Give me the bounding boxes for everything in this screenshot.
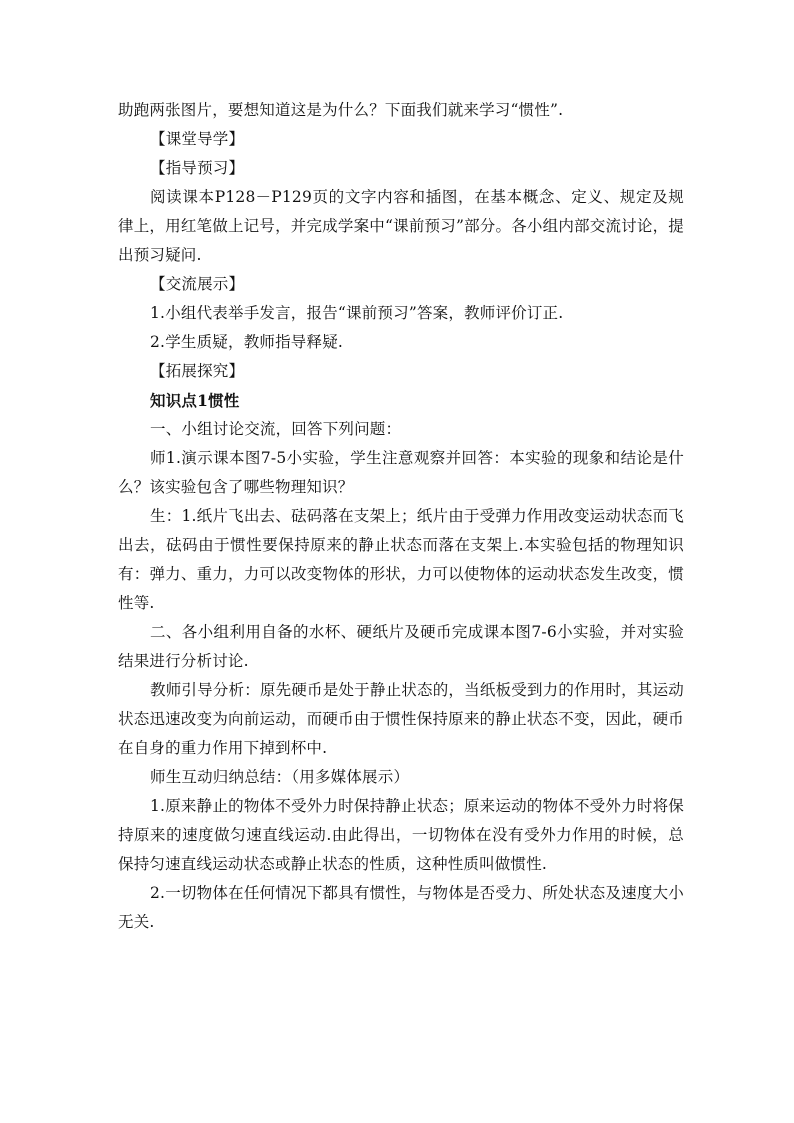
paragraph-teacher-analysis: 教师引导分析：原先硬币是处于静止状态的，当纸板受到力的作用时，其运动状态迅速改变为向前运动，而硬币由于惯性保持原来的静止状态不变，因此，硬币在自身的重力作用下掉到杯中. — [118, 681, 684, 757]
paragraph-student-answer: 生：1.纸片飞出去、砝码落在支架上；纸片由于受弹力作用改变运动状态而飞出去，砝码由于惯性要保持原来的静止状态而落在支架上.本实验包括的物理知识有：弹力、重力，力可以改变物体的形状，力可以使物体的运动状态发生改变，惯性等. — [118, 507, 684, 612]
heading-preview-guide: 【指导预习】 — [150, 159, 245, 177]
paragraph-summary-heading: 师生互动归纳总结：（用多媒体展示） — [150, 768, 410, 786]
document-page — [118, 96, 684, 937]
paragraph-exchange-item-1: 1.小组代表举手发言，报告“课前预习”答案，教师评价订正. — [150, 304, 564, 322]
heading-knowledge-point-inertia: 知识点1惯性 — [150, 391, 240, 410]
paragraph-intro: 助跑两张图片，要想知道这是为什么？下面我们就来学习“惯性”. — [118, 101, 564, 119]
paragraph-teacher-demo: 师1.演示课本图7-5小实验，学生注意观察并回答：本实验的现象和结论是什么？该实验包含了哪些物理知识？ — [118, 449, 684, 496]
paragraph-exchange-item-2: 2.学生质疑，教师指导释疑. — [150, 333, 344, 351]
paragraph-summary-item-2: 2.一切物体在任何情况下都具有惯性，与物体是否受力、所处状态及速度大小无关. — [118, 884, 684, 931]
heading-extended-inquiry: 【拓展探究】 — [150, 362, 245, 380]
paragraph-group-experiment: 二、各小组利用自备的水杯、硬纸片及硬币完成课本图7-6小实验，并对实验结果进行分析讨论. — [118, 623, 684, 670]
heading-classroom-guide: 【课堂导学】 — [150, 130, 245, 148]
paragraph-reading-task: 阅读课本P128－P129页的文字内容和插图，在基本概念、定义、规定及规律上，用红笔做上记号，并完成学案中“课前预习”部分。各小组内部交流讨论，提出预习疑问. — [118, 188, 684, 264]
paragraph-group-discussion: 一、小组讨论交流，回答下列问题： — [150, 420, 402, 438]
paragraph-summary-item-1: 1.原来静止的物体不受外力时保持静止状态；原来运动的物体不受外力时将保持原来的速度做匀速直线运动.由此得出，一切物体在没有受外力作用的时候，总保持匀速直线运动状态或静止状态的性质，这种性质叫做惯性. — [118, 797, 684, 873]
heading-exchange-display: 【交流展示】 — [150, 275, 245, 293]
